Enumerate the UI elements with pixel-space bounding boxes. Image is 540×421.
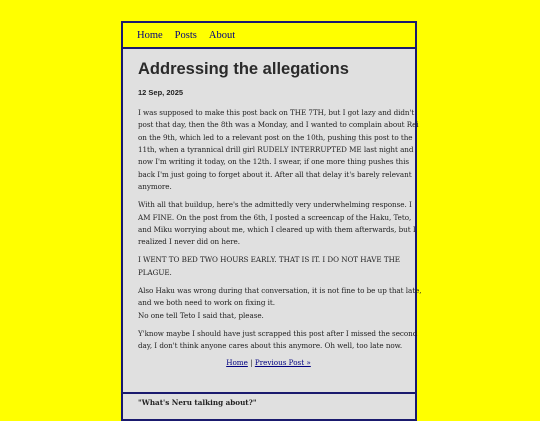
post-content — [123, 49, 422, 368]
post-paragraph — [138, 254, 399, 279]
paragraph-line: I WENT TO BED TWO HOURS EARLY. THAT IS IT. I DO NOT HAVE THE — [138, 255, 401, 265]
nav-home-link[interactable]: Home — [137, 29, 163, 41]
paragraph-line: day, I don't think anyone cares about this anymore. Oh well, too late now. — [138, 341, 403, 351]
post-nav-home-link[interactable]: Home — [226, 358, 248, 368]
paragraph-line: and we both need to work on fixing it. — [138, 298, 275, 308]
nav-posts-link[interactable]: Posts — [174, 29, 197, 41]
paragraph-line: on the 9th, which led to a relevant post on the 10th, pushing this post to the — [138, 132, 413, 142]
paragraph-line: anymore. — [138, 181, 172, 191]
post-paragraph — [138, 107, 419, 193]
paragraph-line: I was supposed to make this post back on THE 7TH, but I got lazy and didn't — [138, 108, 415, 118]
post-paragraph — [138, 328, 418, 353]
post-body — [138, 107, 422, 352]
post-frame — [121, 21, 422, 421]
next-post-title: "What's Neru talking about?" — [138, 398, 257, 407]
paragraph-line: post that day, then the 8th was a Monday, and I wanted to complain about Rei — [138, 120, 419, 130]
post-title: Addressing the allegations — [138, 60, 349, 78]
paragraph-line: PLAGUE. — [138, 267, 172, 277]
previous-post-link[interactable]: Previous Post » — [254, 358, 311, 368]
paragraph-line: 11th, when a tyrannical drill girl RUDELY INTERRUPTED ME last night and — [138, 145, 414, 155]
paragraph-line: Also Haku was wrong during that conversation, it is not fine to be up that late, — [138, 286, 422, 295]
paragraph-line: No one tell Teto I said that, please. — [138, 310, 264, 320]
paragraph-line: AM FINE. On the post from the 6th, I posted a screencap of the Haku, Teto, — [138, 212, 412, 222]
post-divider — [123, 392, 415, 394]
paragraph-line: now I'm writing it today, on the 12th. I swear, if one more thing pushes this — [138, 157, 410, 167]
post-nav-separator: | — [247, 358, 255, 368]
post-date: 12 Sep, 2025 — [138, 88, 184, 98]
post-navigation — [138, 358, 399, 367]
paragraph-line: and Miku worrying about me, which I cleared up with them afterwards, but I — [138, 224, 416, 234]
paragraph-line: With all that buildup, here's the admittedly very underwhelming response. I — [138, 200, 412, 210]
post-paragraph — [138, 285, 422, 322]
paragraph-line: Y'know maybe I should have just scrapped this post after I missed the second — [138, 328, 418, 338]
post-paragraph — [138, 199, 416, 248]
paragraph-line: back I'm just going to forget about it. After all that delay it's barely relevant — [138, 169, 412, 179]
top-nav — [123, 23, 415, 49]
nav-about-link[interactable]: About — [208, 29, 236, 41]
paragraph-line: realized I never did on here. — [138, 237, 240, 247]
